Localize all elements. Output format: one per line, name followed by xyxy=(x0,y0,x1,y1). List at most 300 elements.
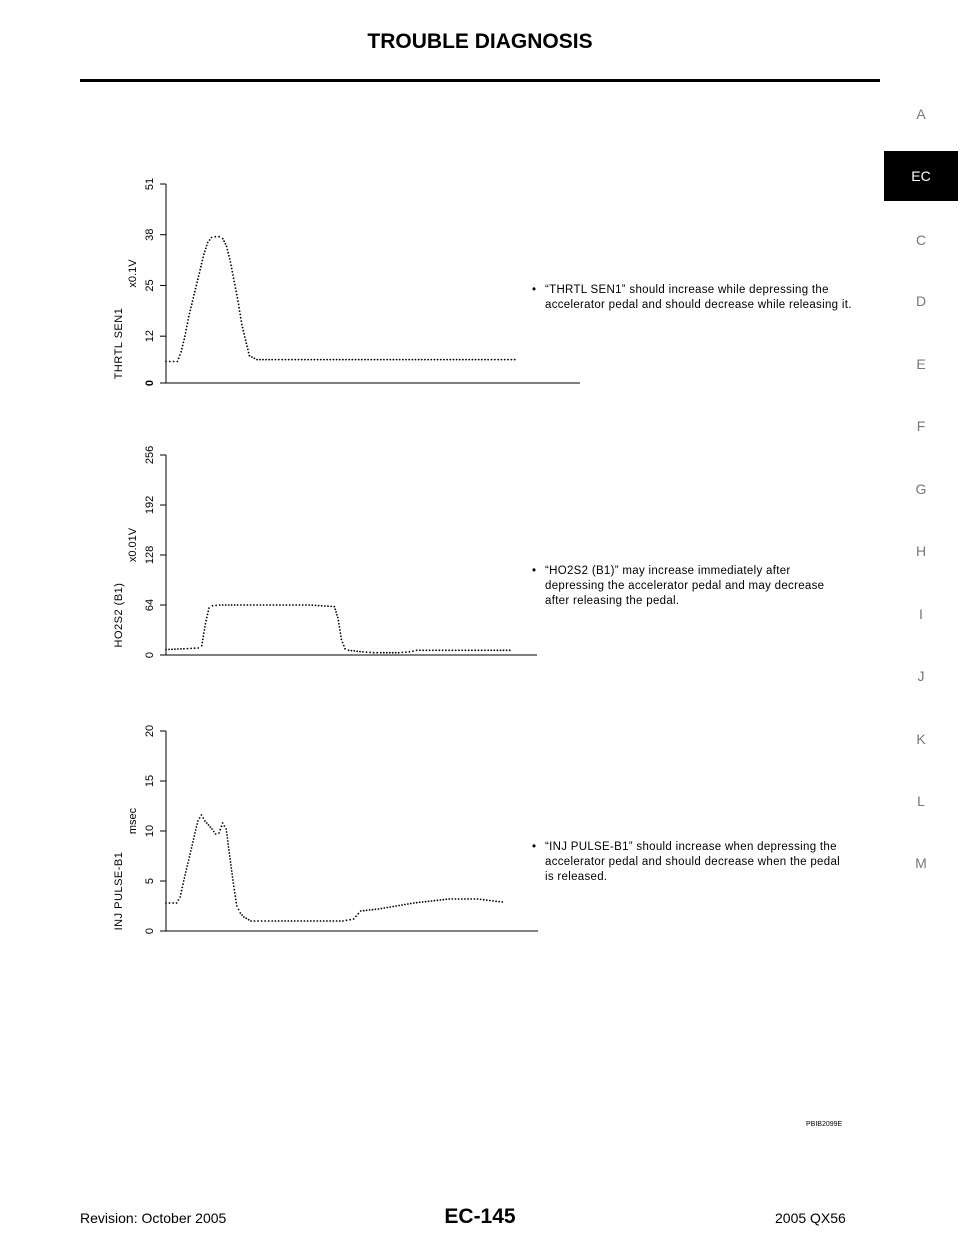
tab-d[interactable]: D xyxy=(915,293,927,309)
data-point xyxy=(260,604,262,606)
data-point xyxy=(478,649,480,651)
data-point xyxy=(487,649,489,651)
data-point xyxy=(446,359,448,361)
data-point xyxy=(351,650,353,652)
data-point xyxy=(456,359,458,361)
y-tick-label: 12 xyxy=(144,330,156,343)
y-tick-label: 25 xyxy=(144,279,156,292)
data-point xyxy=(195,288,197,290)
data-point xyxy=(480,899,482,901)
data-point xyxy=(442,649,444,651)
data-point xyxy=(231,268,233,270)
data-point xyxy=(474,649,476,651)
data-point xyxy=(184,335,186,337)
data-point xyxy=(437,359,439,361)
data-point xyxy=(364,359,366,361)
data-point xyxy=(465,359,467,361)
data-point xyxy=(205,620,207,622)
data-point xyxy=(501,359,503,361)
data-point xyxy=(282,604,284,606)
tab-f[interactable]: F xyxy=(916,418,926,434)
y-axis-label: INJ PULSE-B1 xyxy=(113,851,125,931)
data-point xyxy=(301,359,303,361)
data-point xyxy=(429,649,431,651)
y-axis-unit: msec xyxy=(127,807,139,835)
data-point xyxy=(198,275,200,277)
data-point xyxy=(192,841,194,843)
data-point xyxy=(199,272,201,274)
data-point xyxy=(380,359,382,361)
data-point xyxy=(455,649,457,651)
data-point xyxy=(207,242,209,244)
data-point xyxy=(339,920,341,922)
data-point xyxy=(185,329,187,331)
data-point xyxy=(202,817,204,819)
data-point xyxy=(196,823,198,825)
data-point xyxy=(484,359,486,361)
data-point xyxy=(199,269,201,271)
data-point xyxy=(300,920,302,922)
data-point xyxy=(317,359,319,361)
data-point xyxy=(232,882,234,884)
data-point xyxy=(187,862,189,864)
tab-m[interactable]: M xyxy=(915,855,927,871)
data-point xyxy=(271,359,273,361)
data-point xyxy=(477,898,479,900)
y-axis-label: HO2S2 (B1) xyxy=(113,582,125,648)
data-point xyxy=(209,826,211,828)
data-point xyxy=(182,883,184,885)
data-point xyxy=(233,277,235,279)
data-point xyxy=(367,359,369,361)
data-point xyxy=(278,359,280,361)
data-point xyxy=(401,652,403,654)
data-point xyxy=(186,868,188,870)
data-point xyxy=(357,913,359,915)
data-point xyxy=(263,604,265,606)
data-point xyxy=(304,920,306,922)
data-point xyxy=(483,899,485,901)
data-point xyxy=(503,649,505,651)
data-point xyxy=(495,900,497,902)
data-point xyxy=(340,632,342,634)
data-point xyxy=(336,614,338,616)
data-point xyxy=(237,300,239,302)
data-point xyxy=(279,604,281,606)
data-point xyxy=(412,650,414,652)
data-point xyxy=(226,831,228,833)
data-point xyxy=(234,604,236,606)
data-point xyxy=(243,604,245,606)
data-point xyxy=(218,236,220,238)
data-point xyxy=(248,352,250,354)
data-point xyxy=(386,359,388,361)
data-point xyxy=(416,649,418,651)
data-point xyxy=(342,359,344,361)
tab-a[interactable]: A xyxy=(916,106,926,122)
data-point xyxy=(304,359,306,361)
data-point xyxy=(257,920,259,922)
data-point xyxy=(332,920,334,922)
data-point xyxy=(182,345,184,347)
data-point xyxy=(215,605,217,607)
tab-c[interactable]: C xyxy=(915,232,927,248)
data-point xyxy=(235,290,237,292)
data-point xyxy=(380,908,382,910)
data-point xyxy=(249,355,251,357)
data-point xyxy=(204,250,206,252)
data-point xyxy=(345,359,347,361)
data-point xyxy=(245,342,247,344)
footer-model: 2005 QX56 xyxy=(775,1210,846,1226)
data-point xyxy=(204,820,206,822)
note-text: “THRTL SEN1” should increase while depressing the accelerator pedal and should decrease while releasing it. xyxy=(545,284,852,311)
data-point xyxy=(455,898,457,900)
data-point xyxy=(374,359,376,361)
y-tick-label: 0 xyxy=(144,379,156,387)
data-point xyxy=(246,345,248,347)
tab-e[interactable]: E xyxy=(916,356,926,372)
data-point xyxy=(207,614,209,616)
data-point xyxy=(234,892,236,894)
data-point xyxy=(256,604,258,606)
data-point xyxy=(178,357,180,359)
data-point xyxy=(179,896,181,898)
data-point xyxy=(310,920,312,922)
data-point xyxy=(227,837,229,839)
y-tick-label: 192 xyxy=(144,495,156,515)
data-point xyxy=(418,359,420,361)
data-point xyxy=(203,253,205,255)
data-point xyxy=(206,617,208,619)
note-bullet: • xyxy=(532,841,537,853)
data-point xyxy=(468,649,470,651)
data-point xyxy=(228,604,230,606)
data-point xyxy=(313,920,315,922)
data-point xyxy=(256,359,258,361)
data-point xyxy=(392,652,394,654)
y-tick-label: 20 xyxy=(144,724,156,738)
data-point xyxy=(273,604,275,606)
data-point xyxy=(251,356,253,358)
data-point xyxy=(269,604,271,606)
data-point xyxy=(507,359,509,361)
data-point xyxy=(284,920,286,922)
data-point xyxy=(193,838,195,840)
note-inj-pulse xyxy=(532,840,852,885)
data-point xyxy=(389,359,391,361)
data-point xyxy=(424,359,426,361)
data-point xyxy=(238,307,240,309)
data-point xyxy=(276,604,278,606)
data-point xyxy=(250,604,252,606)
data-point xyxy=(398,652,400,654)
data-point xyxy=(184,874,186,876)
data-point xyxy=(240,317,242,319)
data-point xyxy=(370,359,372,361)
data-point xyxy=(288,359,290,361)
data-point xyxy=(202,257,204,259)
data-point xyxy=(459,359,461,361)
data-point xyxy=(415,359,417,361)
data-point xyxy=(285,359,287,361)
y-tick-label: 15 xyxy=(144,774,156,788)
data-point xyxy=(498,901,500,903)
data-point xyxy=(383,907,385,909)
data-point xyxy=(475,359,477,361)
data-point xyxy=(259,359,261,361)
data-point xyxy=(298,359,300,361)
tab-h[interactable]: H xyxy=(915,543,927,559)
note-ho2s2 xyxy=(532,564,852,609)
data-point xyxy=(351,359,353,361)
data-point xyxy=(346,919,348,921)
data-point xyxy=(445,649,447,651)
data-point xyxy=(226,246,228,248)
data-point xyxy=(413,902,415,904)
data-point xyxy=(218,832,220,834)
data-point xyxy=(232,274,234,276)
data-point xyxy=(180,893,182,895)
data-point xyxy=(223,240,225,242)
data-point xyxy=(193,294,195,296)
data-point xyxy=(294,920,296,922)
data-point xyxy=(192,300,194,302)
data-point xyxy=(497,359,499,361)
data-point xyxy=(268,359,270,361)
data-point xyxy=(383,359,385,361)
data-point xyxy=(189,856,191,858)
data-point xyxy=(235,902,237,904)
data-point xyxy=(196,826,198,828)
data-point xyxy=(191,847,193,849)
data-point xyxy=(448,649,450,651)
data-point xyxy=(194,647,196,649)
tab-i[interactable]: I xyxy=(919,606,923,622)
data-point xyxy=(359,651,361,653)
data-point xyxy=(185,332,187,334)
data-point xyxy=(236,294,238,296)
note-thrtl-sen1 xyxy=(532,283,852,313)
data-point xyxy=(254,357,256,359)
data-point xyxy=(292,604,294,606)
data-point xyxy=(333,359,335,361)
data-point xyxy=(461,649,463,651)
data-point xyxy=(191,303,193,305)
data-point xyxy=(189,313,191,315)
data-point xyxy=(448,898,450,900)
y-tick-label: 5 xyxy=(144,877,156,885)
data-point xyxy=(207,610,209,612)
data-point xyxy=(271,920,273,922)
data-point xyxy=(431,900,433,902)
data-point xyxy=(202,260,204,262)
data-point xyxy=(230,264,232,266)
data-point xyxy=(168,649,170,651)
data-point xyxy=(369,909,371,911)
data-point xyxy=(289,604,291,606)
data-point xyxy=(180,648,182,650)
data-point xyxy=(291,920,293,922)
data-point xyxy=(323,359,325,361)
data-point xyxy=(330,606,332,608)
data-point xyxy=(427,359,429,361)
data-point xyxy=(169,902,171,904)
data-point xyxy=(242,327,244,329)
data-point xyxy=(199,817,201,819)
data-point xyxy=(232,876,234,878)
data-point xyxy=(386,652,388,654)
data-point xyxy=(398,905,400,907)
data-point xyxy=(393,359,395,361)
data-point xyxy=(186,865,188,867)
data-point xyxy=(184,877,186,879)
data-point xyxy=(361,359,363,361)
data-point xyxy=(214,236,216,238)
data-point xyxy=(190,306,192,308)
note-bullet: • xyxy=(532,565,537,577)
data-point xyxy=(233,885,235,887)
data-point xyxy=(336,359,338,361)
data-point xyxy=(340,635,342,637)
data-point xyxy=(305,604,307,606)
y-tick-label: 0 xyxy=(144,927,156,935)
data-point xyxy=(234,895,236,897)
data-point xyxy=(183,648,185,650)
data-point xyxy=(241,914,243,916)
y-axis-label: THRTL SEN1 xyxy=(113,307,125,380)
tab-l[interactable]: L xyxy=(917,793,925,809)
data-point xyxy=(186,326,188,328)
data-point xyxy=(452,649,454,651)
data-point xyxy=(334,608,336,610)
data-point xyxy=(468,359,470,361)
data-point xyxy=(307,359,309,361)
data-point xyxy=(500,649,502,651)
data-point xyxy=(178,899,180,901)
note-bullet: • xyxy=(532,284,537,296)
data-point xyxy=(254,920,256,922)
data-point xyxy=(197,647,199,649)
data-point xyxy=(339,626,341,628)
data-point xyxy=(410,903,412,905)
data-point xyxy=(278,920,280,922)
data-point xyxy=(239,310,241,312)
data-point xyxy=(200,266,202,268)
data-point xyxy=(383,652,385,654)
data-point xyxy=(501,901,503,903)
data-point xyxy=(396,359,398,361)
data-point xyxy=(434,359,436,361)
data-point xyxy=(224,825,226,827)
data-point xyxy=(377,359,379,361)
data-point xyxy=(434,900,436,902)
data-point xyxy=(378,908,380,910)
tab-ec[interactable]: EC xyxy=(884,151,958,201)
data-point xyxy=(230,261,232,263)
data-point xyxy=(486,899,488,901)
y-tick-label: 38 xyxy=(144,228,156,241)
y-axis-unit: x0.01V xyxy=(127,527,139,563)
data-point xyxy=(185,871,187,873)
data-point xyxy=(231,870,233,872)
data-point xyxy=(240,320,242,322)
data-point xyxy=(405,651,407,653)
data-point xyxy=(363,910,365,912)
data-point xyxy=(395,652,397,654)
data-point xyxy=(180,351,182,353)
data-point xyxy=(389,906,391,908)
data-point xyxy=(451,898,453,900)
data-point xyxy=(232,879,234,881)
data-point xyxy=(461,898,463,900)
data-point xyxy=(342,920,344,922)
data-point xyxy=(211,237,213,239)
data-point xyxy=(416,902,418,904)
data-point xyxy=(197,278,199,280)
data-point xyxy=(458,898,460,900)
data-point xyxy=(235,899,237,901)
data-point xyxy=(402,359,404,361)
tab-k[interactable]: K xyxy=(916,731,926,747)
data-point xyxy=(237,297,239,299)
tab-j[interactable]: J xyxy=(917,668,925,684)
data-point xyxy=(453,359,455,361)
data-point xyxy=(238,304,240,306)
footer-revision: Revision: October 2005 xyxy=(80,1210,227,1226)
data-point xyxy=(177,361,179,363)
data-point xyxy=(221,825,223,827)
data-point xyxy=(355,359,357,361)
data-point xyxy=(196,281,198,283)
data-point xyxy=(405,359,407,361)
data-point xyxy=(205,623,207,625)
data-point xyxy=(172,902,174,904)
data-point xyxy=(208,824,210,826)
data-point xyxy=(188,316,190,318)
data-point xyxy=(203,632,205,634)
data-point xyxy=(470,898,472,900)
data-point xyxy=(419,649,421,651)
data-point xyxy=(373,652,375,654)
data-point xyxy=(230,867,232,869)
data-point xyxy=(222,822,224,824)
data-point xyxy=(435,649,437,651)
data-point xyxy=(171,648,173,650)
data-point xyxy=(318,605,320,607)
data-point xyxy=(484,649,486,651)
data-point xyxy=(329,920,331,922)
tab-g[interactable]: G xyxy=(915,481,927,497)
data-point xyxy=(222,238,224,240)
data-point xyxy=(179,354,181,356)
data-point xyxy=(208,607,210,609)
data-point xyxy=(197,820,199,822)
data-point xyxy=(349,919,351,921)
data-point xyxy=(348,649,350,651)
data-point xyxy=(326,359,328,361)
data-point xyxy=(248,919,250,921)
data-point xyxy=(308,604,310,606)
data-point xyxy=(239,314,241,316)
data-point xyxy=(310,359,312,361)
data-point xyxy=(344,648,346,650)
data-point xyxy=(229,858,231,860)
data-point xyxy=(275,359,277,361)
data-point xyxy=(165,902,167,904)
data-point xyxy=(212,605,214,607)
data-point xyxy=(440,899,442,901)
